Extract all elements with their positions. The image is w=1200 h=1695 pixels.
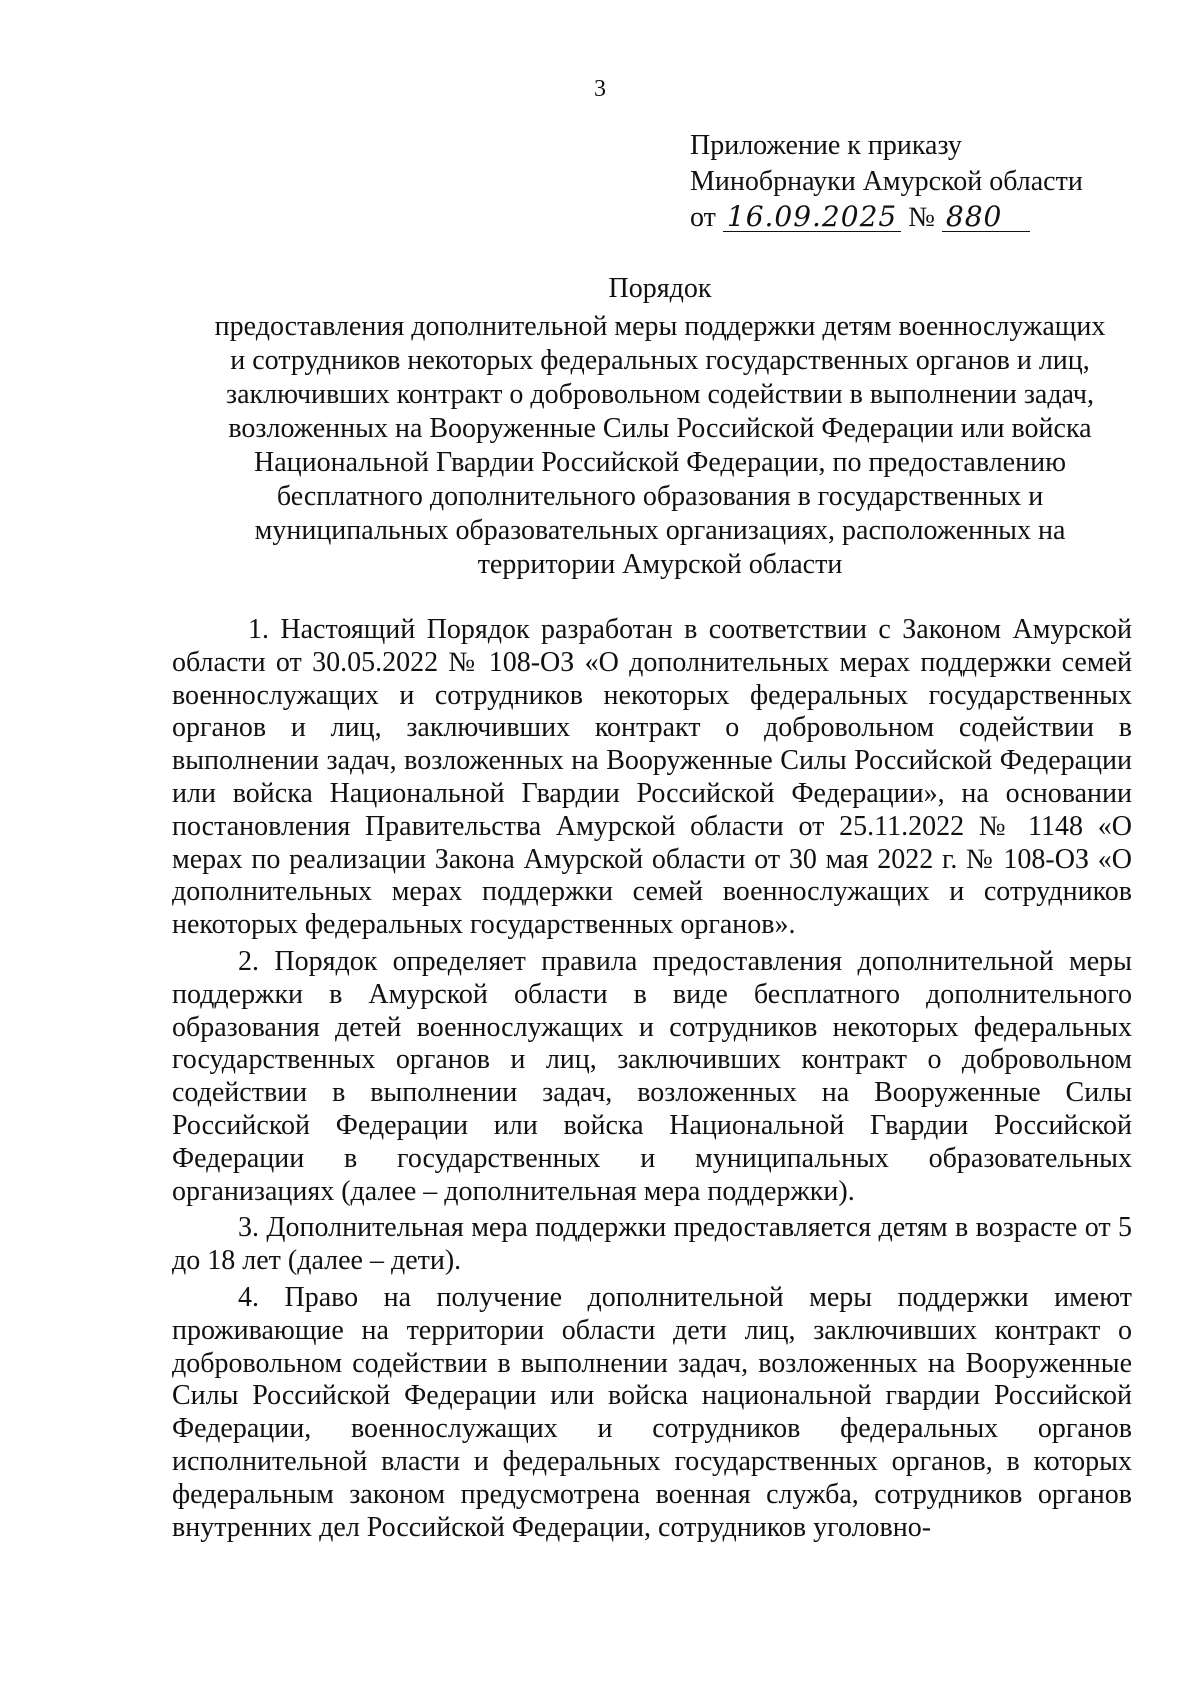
title-line: муниципальных образовательных организациях, расположенных на	[254, 515, 1066, 546]
title-line: возложенных на Вооруженные Силы Российской Федерации или войска	[228, 413, 1092, 444]
paragraph-2: 2. Порядок определяет правила предоставления дополнительной меры поддержки в Амурской области в виде бесплатного дополнительного образования детей военнослужащих и сотрудников некоторых федеральных государственных органов и лиц, заключивших контракт о добровольном содействии в выполнении задач, возложенных на Вооруженные Силы Российской Федерации или войска Национальной Гвардии Российской Федерации в государственных и муниципальных образовательных организациях (далее – дополнительная мера поддержки).	[172, 945, 1132, 1207]
title-line: предоставления дополнительной меры поддержки детям военнослужащих	[214, 311, 1106, 342]
appendix-line-1: Приложение к приказу	[690, 130, 962, 161]
number-prefix: №	[908, 202, 935, 233]
document-body	[172, 614, 1132, 1548]
paragraph-4: 4. Право на получение дополнительной меры поддержки имеют проживающие на территории области дети лиц, заключивших контракт о добровольном содействии в выполнении задач, возложенных на Вооруженные Силы Российской Федерации или войска национальной гвардии Российской Федерации, военнослужащих и сотрудников федеральных органов исполнительной власти и федеральных государственных органов, в которых федеральным законом предусмотрена военная служба, сотрудников органов внутренних дел Российской Федерации, сотрудников уголовно-	[172, 1281, 1132, 1543]
title-heading: Порядок	[608, 273, 712, 304]
handwritten-date: 16.09.2025	[723, 203, 901, 232]
title-line: и сотрудников некоторых федеральных государственных органов и лиц,	[230, 345, 1090, 376]
paragraph-1: 1. Настоящий Порядок разработан в соответствии с Законом Амурской области от 30.05.2022 № 108-ОЗ «О дополнительных мерах поддержки семей военнослужащих и сотрудников некоторых федеральных государственных органов и лиц, заключивших контракт о добровольном содействии в выполнении задач, возложенных на Вооруженные Силы Российской Федерации или войска Национальной Гвардии Российской Федерации», на основании постановления Правительства Амурской области от 25.11.2022 № 1148 «О мерах по реализации Закона Амурской области от 30 мая 2022 г. № 108-ОЗ «О дополнительных мерах поддержки семей военнослужащих и сотрудников некоторых федеральных государственных органов».	[172, 614, 1132, 941]
page-number: 3	[594, 76, 606, 102]
document-title	[180, 272, 1140, 582]
title-line: заключивших контракт о добровольном содействии в выполнении задач,	[226, 379, 1094, 410]
title-line: бесплатного дополнительного образования в государственных и	[276, 481, 1044, 512]
date-prefix: от	[690, 202, 716, 233]
appendix-date-line	[690, 200, 1083, 236]
appendix-header	[690, 128, 1083, 236]
title-line: Национальной Гвардии Российской Федерации, по предоставлению	[254, 447, 1066, 478]
handwritten-number: 880	[942, 203, 1030, 232]
title-line: территории Амурской области	[477, 549, 843, 580]
appendix-line-2: Минобрнауки Амурской области	[690, 166, 1083, 197]
paragraph-3: 3. Дополнительная мера поддержки предоставляется детям в возрасте от 5 до 18 лет (далее – дети).	[172, 1212, 1132, 1277]
